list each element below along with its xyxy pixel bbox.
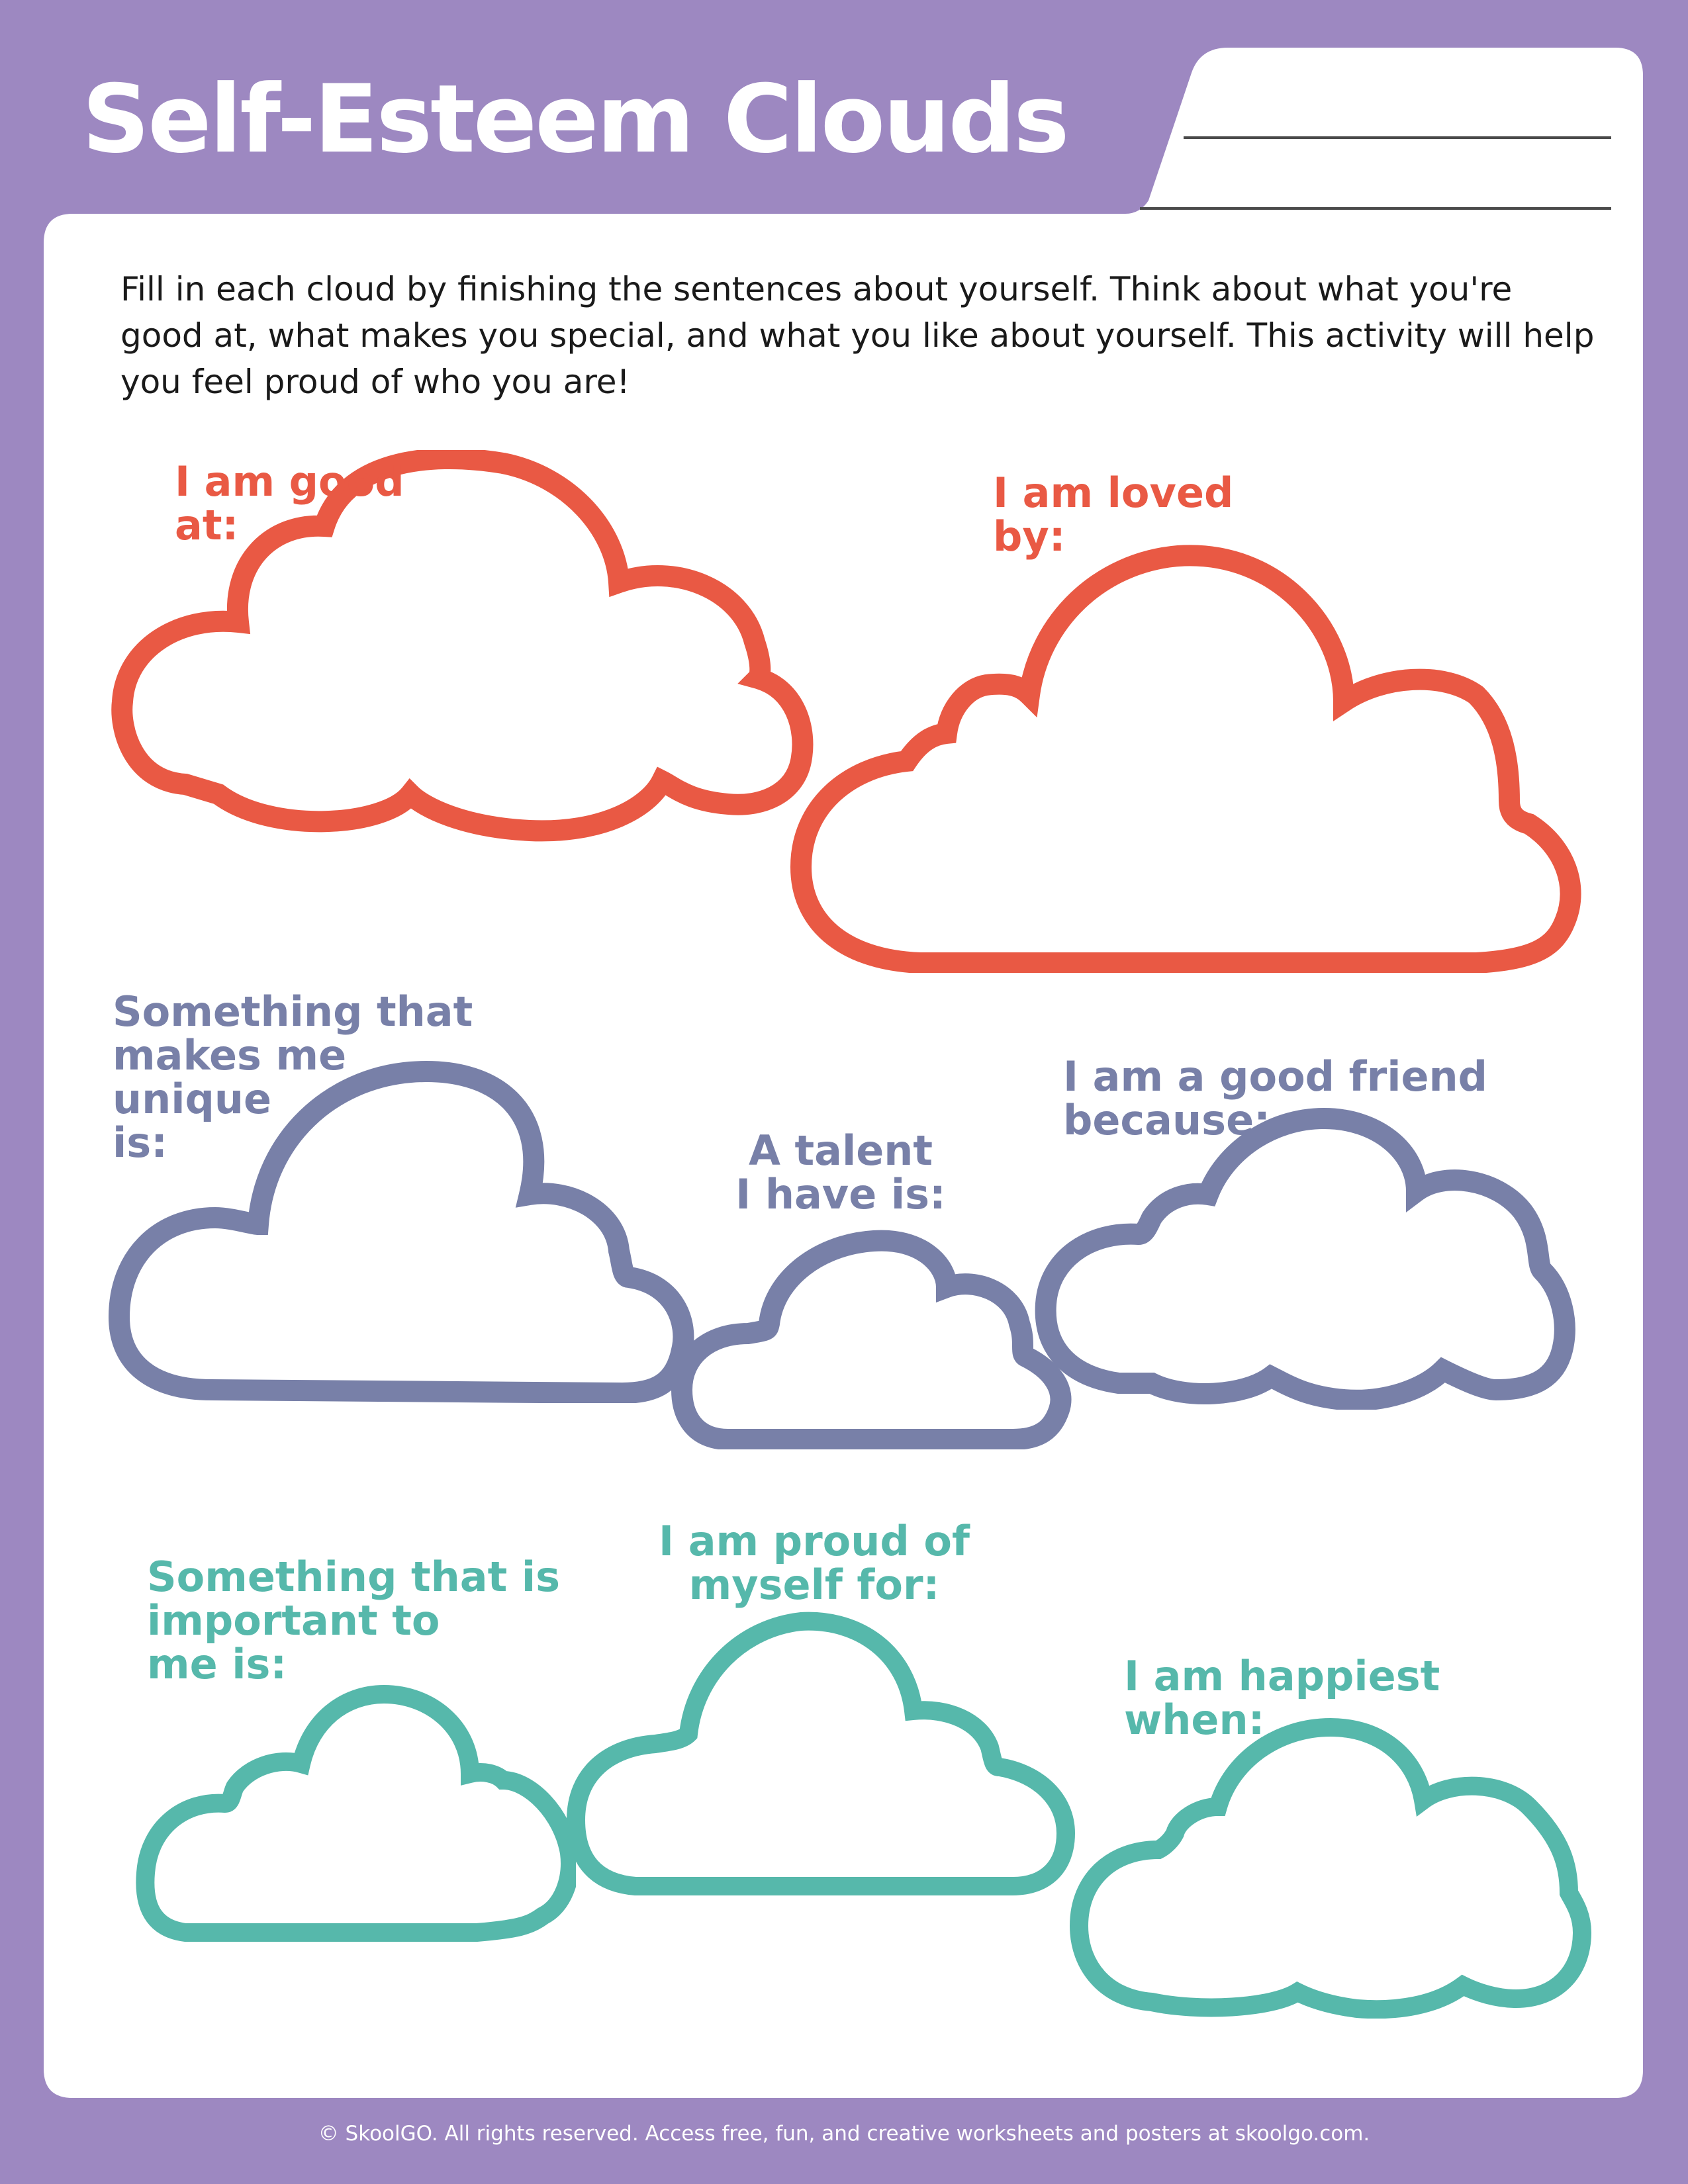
page-title: Self-Esteem Clouds <box>82 65 1068 174</box>
cloud-happiest[interactable] <box>1066 1707 1595 2019</box>
label-talent: A talent I have is: <box>735 1126 946 1218</box>
label-unique: Something that makes me unique is: <box>113 987 473 1167</box>
copyright-footer: © SkoolGO. All rights reserved. Access free, fun, and creative worksheets and posters at skoolgo.com. <box>318 2122 1370 2146</box>
label-proud-of: I am proud of myself for: <box>659 1517 970 1609</box>
cloud-talent[interactable] <box>669 1224 1072 1449</box>
label-good-at: I am good at: <box>175 457 404 549</box>
label-good-friend: I am a good friend because: <box>1063 1052 1488 1144</box>
cloud-good-friend[interactable] <box>1033 1099 1582 1410</box>
label-loved-by: I am loved by: <box>993 469 1234 561</box>
name-line-1[interactable] <box>1184 136 1611 139</box>
label-happiest: I am happiest when: <box>1124 1652 1440 1744</box>
cloud-loved-by[interactable] <box>788 523 1589 973</box>
instructions-text: Fill in each cloud by finishing the sentences about yourself. Think about what you're good at, what makes you special, and what you like about yourself. This activity will help you feel proud of who you are! <box>120 270 1595 401</box>
name-line-2[interactable] <box>1140 207 1611 210</box>
cloud-important[interactable] <box>132 1655 576 1946</box>
cloud-proud-of[interactable] <box>563 1602 1086 1899</box>
label-important: Something that is important to me is: <box>147 1553 561 1688</box>
